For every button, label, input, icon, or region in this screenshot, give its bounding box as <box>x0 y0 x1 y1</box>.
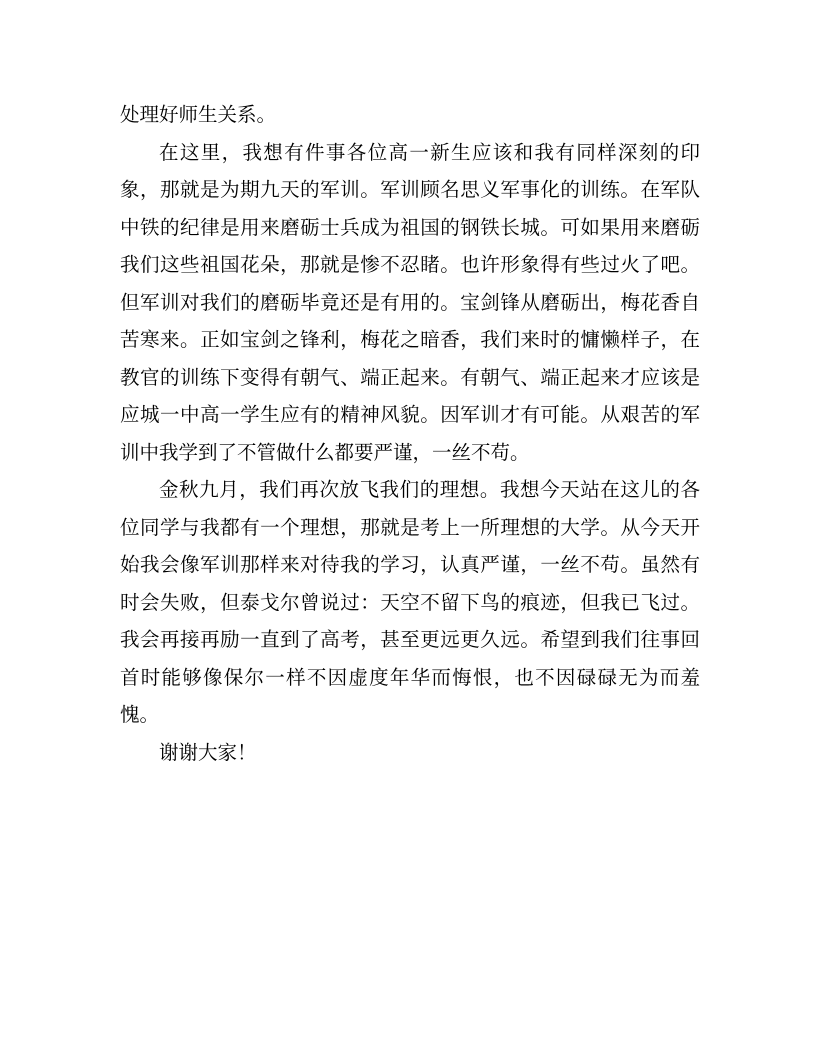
paragraph-military-training: 在这里，我想有件事各位高一新生应该和我有同样深刻的印象，那就是为期九天的军训。军训顾名思义军事化的训练。在军队中铁的纪律是用来磨砺士兵成为祖国的钢铁长城。可如果用来磨砺我们这些祖国花朵，那就是惨不忍睹。也许形象得有些过火了吧。但军训对我们的磨砺毕竟还是有用的。宝剑锋从磨砺出，梅花香自苦寒来。正如宝剑之锋利，梅花之暗香，我们来时的慵懒样子，在教官的训练下变得有朝气、端正起来。有朝气、端正起来才应该是应城一中高一学生应有的精神风貌。因军训才有可能。从艰苦的军训中我学到了不管做什么都要严谨，一丝不苟。 <box>120 140 700 464</box>
paragraph-thanks: 谢谢大家！ <box>159 740 257 764</box>
paragraph-ideals: 金秋九月，我们再次放飞我们的理想。我想今天站在这儿的各位同学与我都有一个理想，那就是考上一所理想的大学。从今天开始我会像军训那样来对待我的学习，认真严谨，一丝不苟。虽然有时会失败，但泰戈尔曾说过：天空不留下鸟的痕迹，但我已飞过。我会再接再励一直到了高考，甚至更远更久远。希望到我们往事回首时能够像保尔一样不因虚度年华而悔恨，也不因碌碌无为而羞愧。 <box>120 478 700 726</box>
paragraph-continued: 处理好师生关系。 <box>120 103 277 126</box>
document-body <box>120 96 700 771</box>
